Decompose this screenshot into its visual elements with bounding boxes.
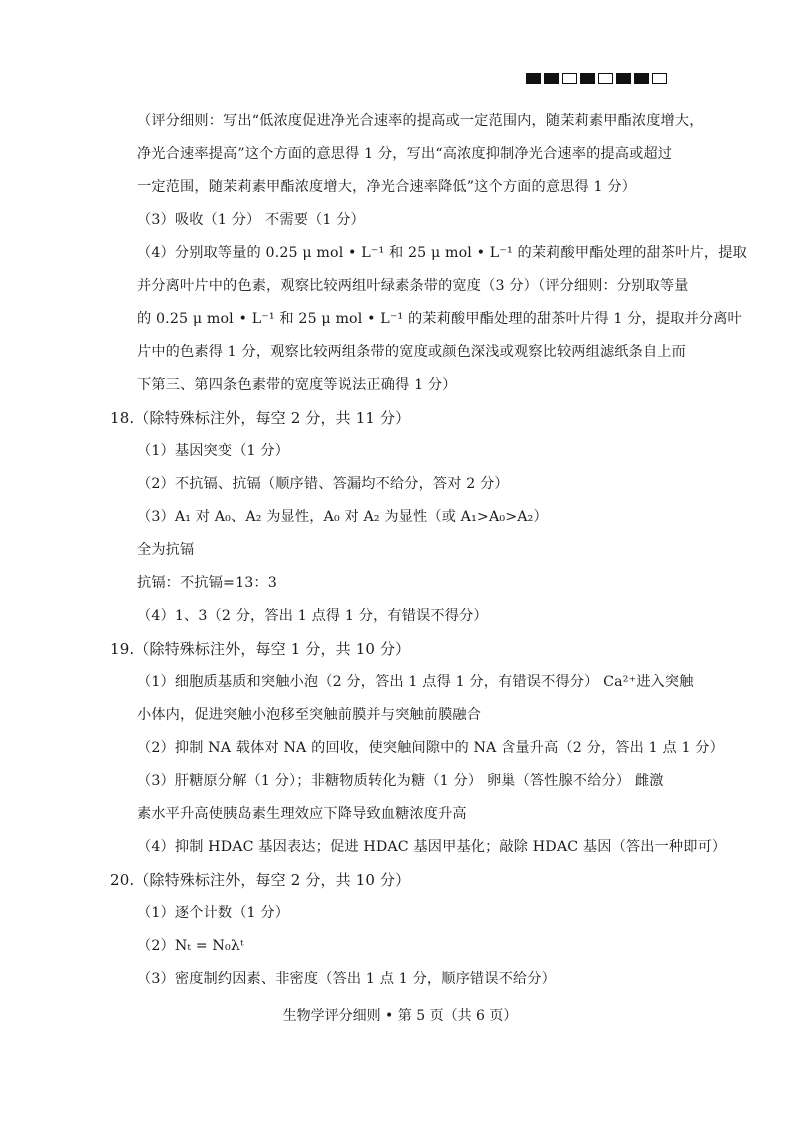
header-mark [634,73,649,84]
formula-line: （2）Nₜ = N₀λᵗ [137,938,244,954]
text-line: （1）逐个计数（1 分） [137,905,290,921]
text-line: 素水平升高使胰岛素生理效应下降导致血糖浓度升高 [137,806,467,822]
text-line: （2）抑制 NA 载体对 NA 的回收，使突触间隙中的 NA 含量升高（2 分，答出 1 点 1 分） [137,740,724,756]
text-line: 抗镉：不抗镉=13：3 [137,575,277,591]
text-line: 一定范围，随茉莉素甲酯浓度增大，净光合速率降低”这个方面的意思得 1 分） [137,179,637,195]
text-line: （4）分别取等量的 0.25 μ mol • L⁻¹ 和 25 μ mol • L⁻¹ 的茉莉酸甲酯处理的甜茶叶片，提取 [137,245,747,261]
text-line: 片中的色素得 1 分，观察比较两组条带的宽度或颜色深浅或观察比较两组滤纸条自上而 [137,344,686,360]
text-line: （3）A₁ 对 A₀、A₂ 为显性，A₀ 对 A₂ 为显性（或 A₁>A₀>A₂） [137,509,548,525]
header-marks [526,73,667,84]
text-line: （4）1、3（2 分，答出 1 点得 1 分，有错误不得分） [137,608,488,624]
question-heading: 18.（除特殊标注外，每空 2 分，共 11 分） [110,409,411,427]
text-line: （3）肝糖原分解（1 分）；非糖物质转化为糖（1 分） 卵巢（答性腺不给分） 雌激 [137,773,664,789]
header-mark [562,73,577,84]
header-mark [598,73,613,84]
text-line: （2）不抗镉、抗镉（顺序错、答漏均不给分，答对 2 分） [137,476,509,492]
text-line: 并分离叶片中的色素，观察比较两组叶绿素条带的宽度（3 分）（评分细则：分别取等量 [137,278,689,294]
text-line: （3）吸收（1 分） 不需要（1 分） [137,212,365,228]
header-mark [652,73,667,84]
question-heading: 20.（除特殊标注外，每空 2 分，共 10 分） [110,871,411,889]
header-mark [544,73,559,84]
header-mark [580,73,595,84]
text-line: 下第三、第四条色素带的宽度等说法正确得 1 分） [137,377,457,393]
text-line: （3）密度制约因素、非密度（答出 1 点 1 分，顺序错误不给分） [137,971,556,987]
text-line: （4）抑制 HDAC 基因表达；促进 HDAC 基因甲基化；敲除 HDAC 基因（答出一种即可） [137,839,727,855]
text-line: 小体内，促进突触小泡移至突触前膜并与突触前膜融合 [137,707,482,723]
question-heading: 19.（除特殊标注外，每空 1 分，共 10 分） [110,640,411,658]
header-mark [526,73,541,84]
header-mark [616,73,631,84]
text-line: （1）基因突变（1 分） [137,443,290,459]
text-line: 全为抗镉 [137,542,195,558]
page-footer: 生物学评分细则 • 第 5 页（共 6 页） [282,1008,518,1024]
text-line: （1）细胞质基质和突触小泡（2 分，答出 1 点得 1 分，有错误不得分） Ca²⁺进入突触 [137,674,694,690]
text-line: 的 0.25 μ mol • L⁻¹ 和 25 μ mol • L⁻¹ 的茉莉酸甲酯处理的甜茶叶片得 1 分，提取并分离叶 [137,311,742,327]
text-line: （评分细则：写出“低浓度促进净光合速率的提高或一定范围内，随茉莉素甲酯浓度增大， [137,113,704,129]
text-line: 净光合速率提高”这个方面的意思得 1 分，写出“高浓度抑制净光合速率的提高或超过 [137,146,673,162]
